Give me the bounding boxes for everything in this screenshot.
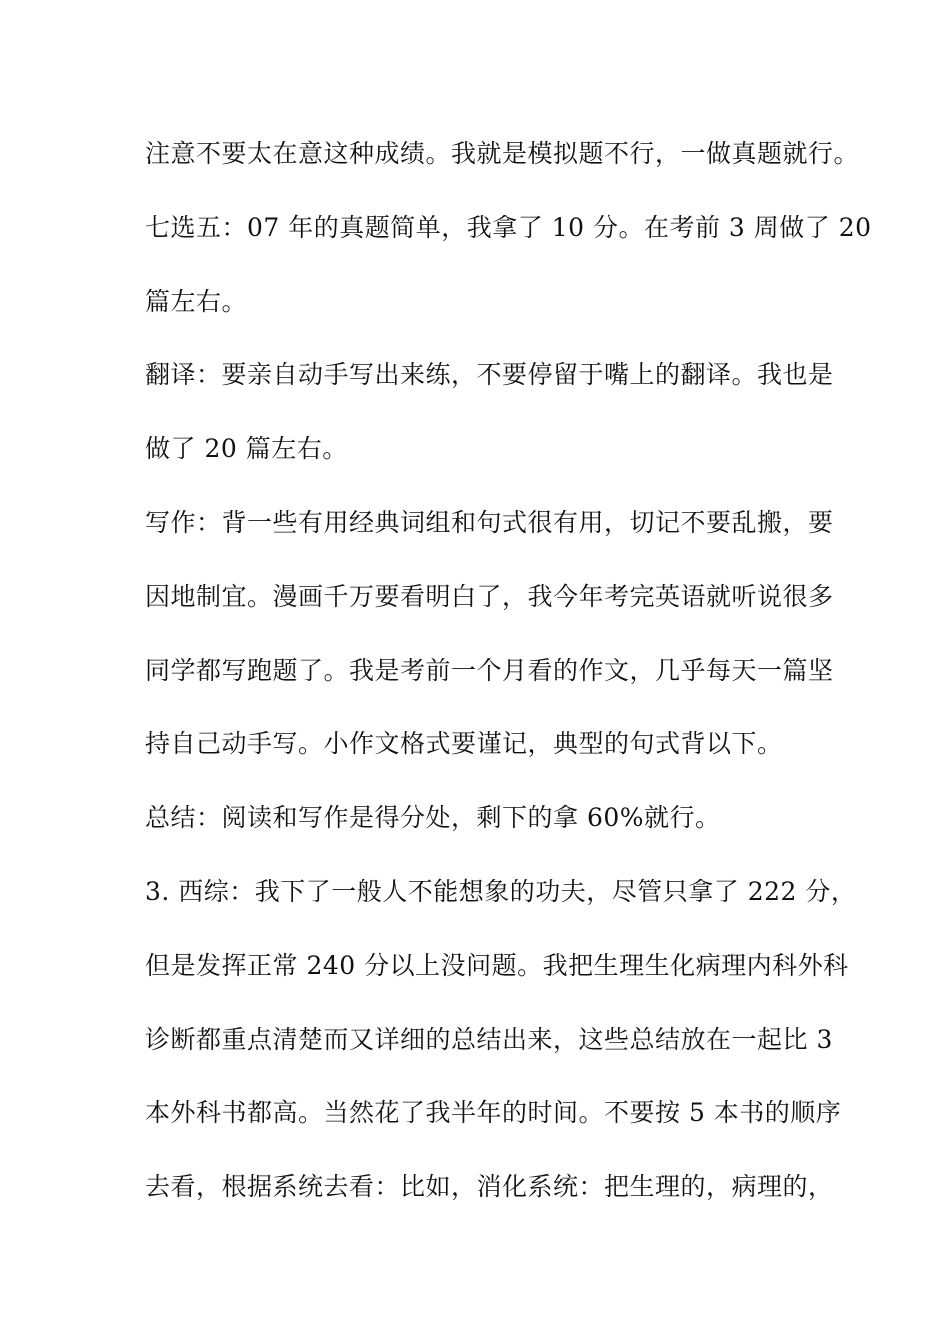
text-line: 同学都写跑题了。我是考前一个月看的作文，几乎每天一篇坚 <box>145 655 834 685</box>
text-line: 做了 20 篇左右。 <box>145 434 348 464</box>
text-line: 持自己动手写。小作文格式要谨记，典型的句式背以下。 <box>145 729 783 759</box>
text-line: 去看，根据系统去看：比如，消化系统：把生理的，病理的， <box>145 1172 834 1202</box>
text-line: 诊断都重点清楚而又详细的总结出来，这些总结放在一起比 3 <box>145 1024 833 1054</box>
text-line: 3. 西综：我下了一般人不能想象的功夫，尽管只拿了 222 分， <box>145 876 857 906</box>
text-line: 本外科书都高。当然花了我半年的时间。不要按 5 本书的顺序 <box>145 1098 842 1128</box>
text-line: 注意不要太在意这种成绩。我就是模拟题不行，一做真题就行。 <box>145 139 860 168</box>
text-line: 因地制宜。漫画千万要看明白了，我今年考完英语就听说很多 <box>145 581 834 611</box>
text-line: 写作：背一些有用经典词组和句式很有用，切记不要乱搬，要 <box>145 507 834 537</box>
body-text <box>145 125 872 1232</box>
text-line: 但是发挥正常 240 分以上没问题。我把生理生化病理内科外科 <box>145 950 849 980</box>
text-line: 篇左右。 <box>145 286 248 316</box>
text-line: 翻译：要亲自动手写出来练，不要停留于嘴上的翻译。我也是 <box>145 360 834 390</box>
text-line: 七选五：07 年的真题简单，我拿了 10 分。在考前 3 周做了 20 <box>145 212 872 242</box>
text-line: 总结：阅读和写作是得分处，剩下的拿 60%就行。 <box>145 803 721 833</box>
